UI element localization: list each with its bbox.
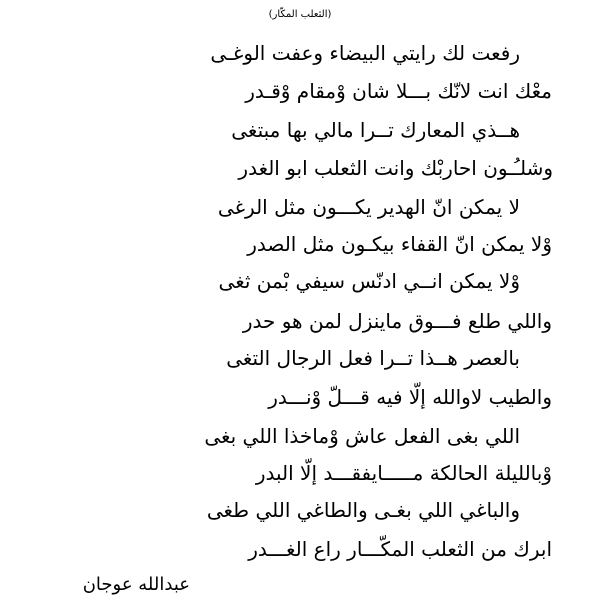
poem-line: معْك انت لانّك بـــلا شان وْمقام وْقـدر bbox=[245, 79, 552, 103]
poem-line: ابرك من الثعلب المكّـــار راع الغـــدر bbox=[248, 537, 552, 561]
poem-line: بالعصر هــذا تــرا فعل الرجال التغى bbox=[226, 346, 520, 370]
poem-line: وْبالليلة الحالكة مـــــايفقـــد إلّا البدر bbox=[255, 461, 552, 485]
poem-line: وْلا يمكن انّ القفاء بيكـون مثل الصدر bbox=[247, 232, 552, 256]
poem-title: (الثعلب المكّار) bbox=[268, 9, 332, 20]
poem-line: هــذي المعارك تــرا مالي بها مبتغى bbox=[231, 118, 520, 142]
poem-line: وْلا يمكن انــي ادنّس سيفي بْمن ثغى bbox=[218, 269, 520, 293]
poem-line: اللي بغى الفعل عاش وْماخذا اللي بغى bbox=[204, 424, 520, 448]
poem-line: واللي طلع فـــوق ماينزل لمن هو حدر bbox=[242, 309, 552, 333]
poem-line: وشلـُـون احاربْك وانت الثعلب ابو الغدر bbox=[238, 156, 553, 180]
poem-line: رفعت لك رايتي البيضاء وعفت الوغـى bbox=[210, 41, 520, 65]
poem-line: والباغي اللي بغـى والطاغي اللي طغى bbox=[206, 498, 520, 522]
poem-line: والطيب لاوالله إلّا فيه قـــلّ وْنـــدر bbox=[268, 385, 552, 409]
poem-line: لا يمكن انّ الهدير يكـــون مثل الرغى bbox=[217, 195, 520, 219]
poet-signature: عبدالله عوجان bbox=[82, 574, 190, 595]
